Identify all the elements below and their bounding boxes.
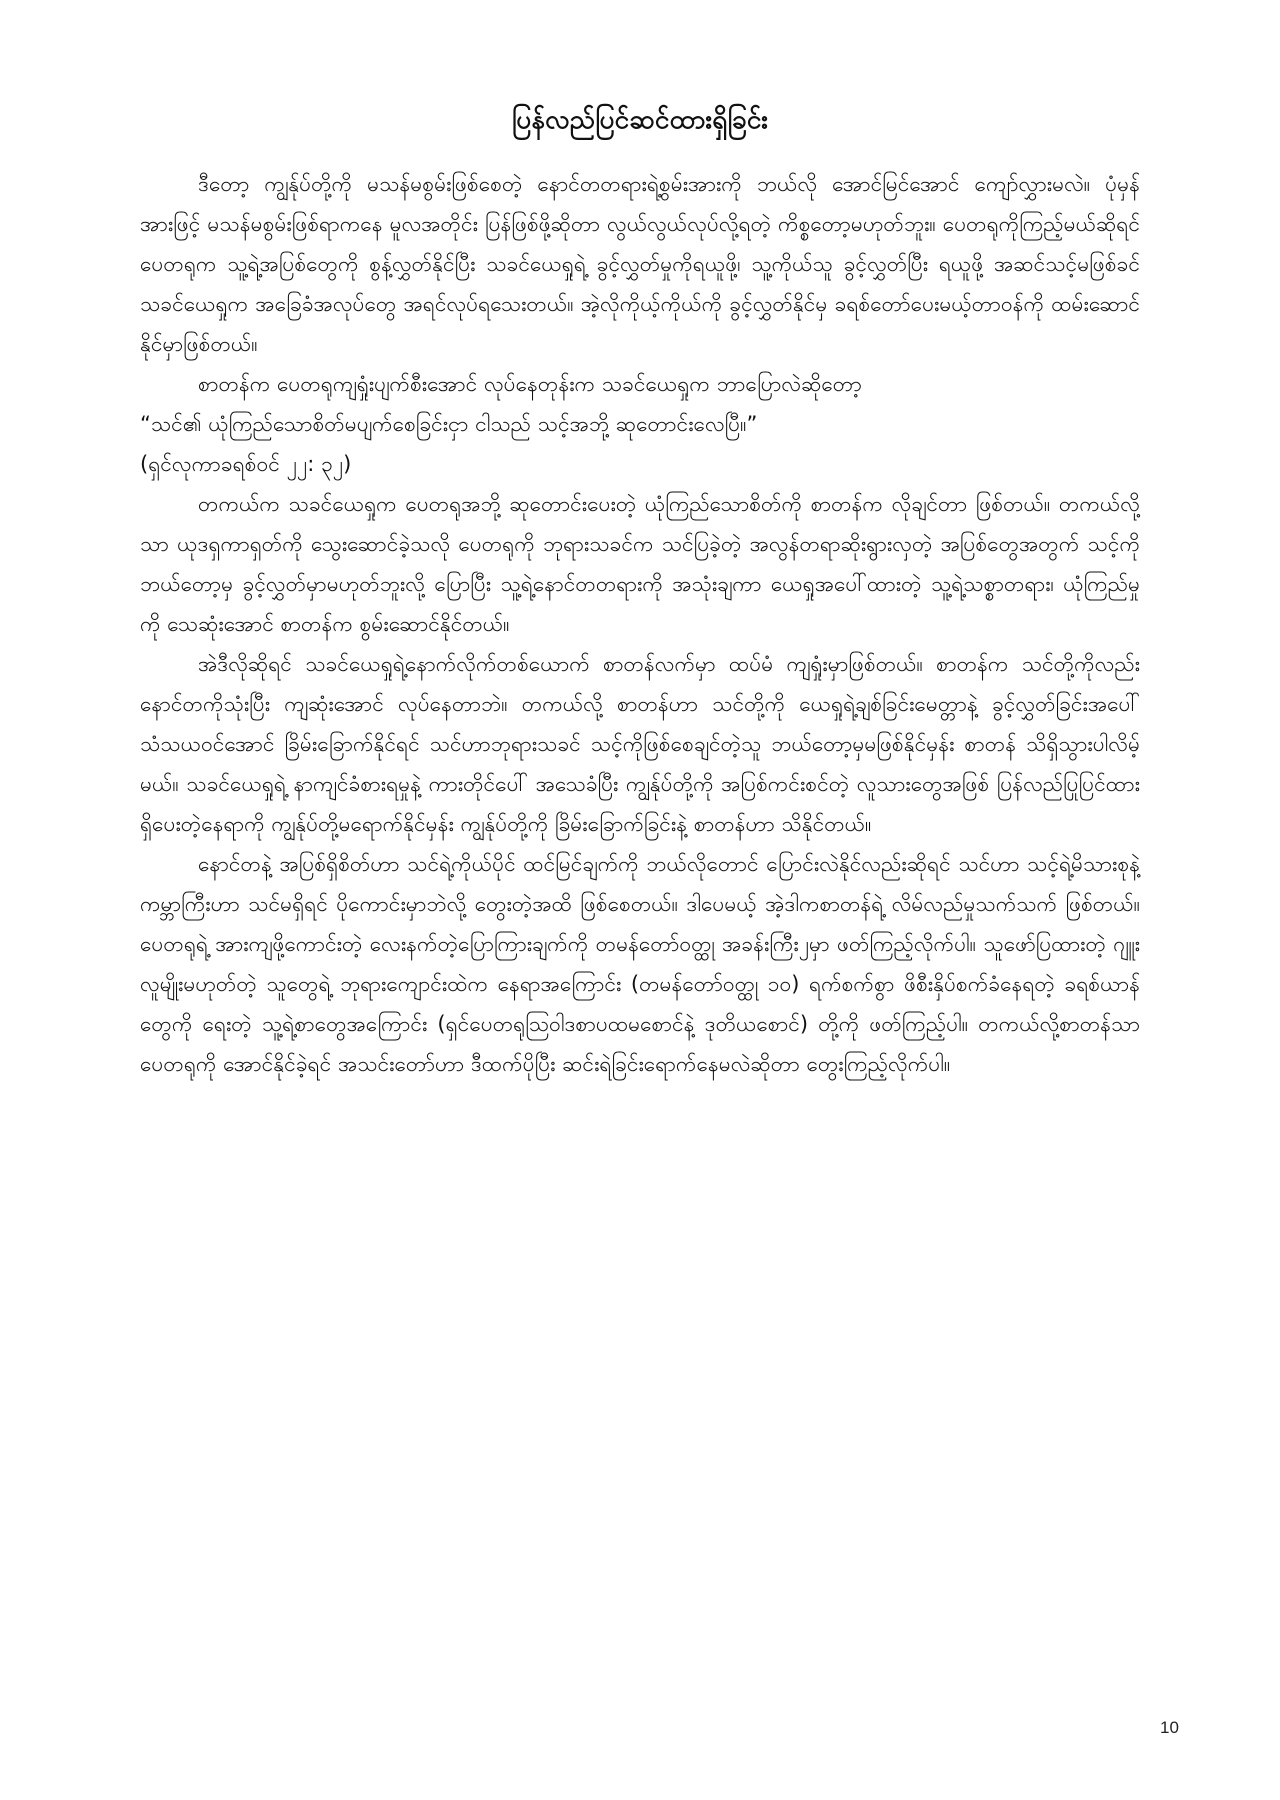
paragraph-3: တကယ်က သခင်ယေရှုက ပေတရုအဘို့ ဆုတောင်းပေးတဲ့ ယုံကြည်သောစိတ်ကို စာတန်က လိုချင်တာ ဖြစ်တယ်။ တကယ်လို့သာ ယုဒရှကာရှတ်ကို သွေးဆောင်ခဲ့သလို ပေတရုကို ဘုရားသခင်က သင်ပြခဲ့တဲ့ အလွန်တရာဆိုးရွားလှတဲ့ အပြစ်တွေအတွက် သင့်ကို ဘယ်တော့မှ ခွင့်လွှတ်မှာမဟုတ်ဘူးလို့ ပြောပြီး သူ့ရဲ့နောင်တတရားကို အသုံးချကာ ယေရှုအပေါ်ထားတဲ့ သူ့ရဲ့သစ္စာတရား၊ ယုံကြည်မှုကို သေဆုံးအောင် စာတန်က စွမ်းဆောင်နိုင်တယ်။ — [140, 492, 1140, 636]
paragraph-2: စာတန်က ပေတရုကျရှုံးပျက်စီးအောင် လုပ်နေတုန်းက သခင်ယေရှုက ဘာပြောလဲဆိုတော့ — [198, 372, 862, 396]
paragraph-4: အဲဒီလိုဆိုရင် သခင်ယေရှုရဲ့နောက်လိုက်တစ်ယောက် စာတန်လက်မှာ ထပ်မံ ကျရှုံးမှာဖြစ်တယ်။ စာတန်က သင်တို့ကိုလည်း နောင်တကိုသုံးပြီး ကျဆုံးအောင် လုပ်နေတာဘဲ။ တကယ်လို့ စာတန်ဟာ သင်တို့ကို ယေရှုရဲ့ချစ်ခြင်းမေတ္တာနဲ့ ခွင့်လွှတ်ခြင်းအပေါ် သံသယဝင်အောင် ခြိမ်းခြောက်နိုင်ရင် သင်ဟာဘုရားသခင် သင့်ကိုဖြစ်စေချင်တဲ့သူ ဘယ်တော့မှမဖြစ်နိုင်မှန်း စာတန် သိရှိသွားပါလိမ့်မယ်။ သခင်ယေရှုရဲ့ နာကျင်ခံစားရမှုနဲ့ ကားတိုင်ပေါ် အသေခံပြီး ကျွန်ုပ်တို့ကို အပြစ်ကင်းစင်တဲ့ လူသားတွေအဖြစ် ပြန်လည်ပြုပြင်ထားရှိပေးတဲ့နေရာကို ကျွန်ုပ်တို့မရောက်နိုင်မှန်း ကျွန်ုပ်တို့ကို ခြိမ်းခြောက်ခြင်းနဲ့ စာတန်ဟာ သိနိုင်တယ်။ — [140, 652, 1140, 836]
page-title: ပြန်လည်ပြင်ဆင်ထားရှိခြင်း — [511, 105, 769, 135]
page-number: 10 — [1160, 1718, 1179, 1737]
paragraph-1: ဒီတော့ ကျွန်ုပ်တို့ကို မသန်မစွမ်းဖြစ်စေတဲ့ နောင်တတရားရဲ့စွမ်းအားကို ဘယ်လို အောင်မြင်အောင် ကျော်လွှားမလဲ။ ပုံမှန်အားဖြင့် မသန်မစွမ်းဖြစ်ရာကနေ မူလအတိုင်း ပြန်ဖြစ်ဖို့ဆိုတာ လွယ်လွယ်လုပ်လို့ရတဲ့ ကိစ္စတော့မဟုတ်ဘူး။ ပေတရုကိုကြည့်မယ်ဆိုရင် ပေတရုက သူ့ရဲ့အပြစ်တွေကို စွန့်လွှတ်နိုင်ပြီး သခင်ယေရှုရဲ့ ခွင့်လွှတ်မှုကိုရယူဖို့၊ သူ့ကိုယ်သူ ခွင့်လွှတ်ပြီး ရယူဖို့ အဆင်သင့်မဖြစ်ခင် သခင်ယေရှုက အခြေခံအလုပ်တွေ အရင်လုပ်ရသေးတယ်။ အဲ့လိုကိုယ့်ကိုယ်ကို ခွင့်လွှတ်နိုင်မှ ခရစ်တော်ပေးမယ့်တာဝန်ကို ထမ်းဆောင်နိုင်မှာဖြစ်တယ်။ — [140, 172, 1140, 356]
scripture-quote: “သင်၏ ယုံကြည်သောစိတ်မပျက်စေခြင်းငှာ ငါသည် သင့်အဘို့ ဆုတောင်းလေပြီ။” — [140, 412, 758, 436]
paragraph-5: နောင်တနဲ့ အပြစ်ရှိစိတ်ဟာ သင်ရဲ့ကိုယ်ပိုင် ထင်မြင်ချက်ကို ဘယ်လိုတောင် ပြောင်းလဲနိုင်လည်းဆိုရင် သင်ဟာ သင့်ရဲ့မိသားစုနဲ့ ကမ္ဘာကြီးဟာ သင်မရှိရင် ပိုကောင်းမှာဘဲလို့ တွေးတဲ့အထိ ဖြစ်စေတယ်။ ဒါပေမယ့် အဲ့ဒါကစာတန်ရဲ့ လိမ်လည်မှုသက်သက် ဖြစ်တယ်။ ပေတရုရဲ့ အားကျဖို့ကောင်းတဲ့ လေးနက်တဲ့ပြောကြားချက်ကို တမန်တော်ဝတ္ထု အခန်းကြီး၂မှာ ဖတ်ကြည့်လိုက်ပါ။ သူဖော်ပြထားတဲ့ ဂျူးလူမျိုးမဟုတ်တဲ့ သူတွေရဲ့ ဘုရားကျောင်းထဲက နေရာအကြောင်း (တမန်တော်ဝတ္ထု ၁၀) ရက်စက်စွာ ဖိစီးနှိပ်စက်ခံနေရတဲ့ ခရစ်ယာန်တွေကို ရေးတဲ့ သူ့ရဲ့စာတွေအကြောင်း (ရှင်ပေတရုဩဝါဒစာပထမစောင်နဲ့ ဒုတိယစောင်) တို့ကို ဖတ်ကြည့်ပါ။ တကယ်လို့စာတန်သာ ပေတရုကို အောင်နိုင်ခဲ့ရင် အသင်းတော်ဟာ ဒီထက်ပိုပြီး ဆင်းရဲခြင်းရောက်နေမလဲဆိုတာ တွေးကြည့်လိုက်ပါ။ — [140, 852, 1140, 1076]
page-content — [140, 100, 1140, 1084]
scripture-reference: (ရှင်လုကာခရစ်ဝင် ၂၂: ၃၂) — [140, 452, 352, 476]
